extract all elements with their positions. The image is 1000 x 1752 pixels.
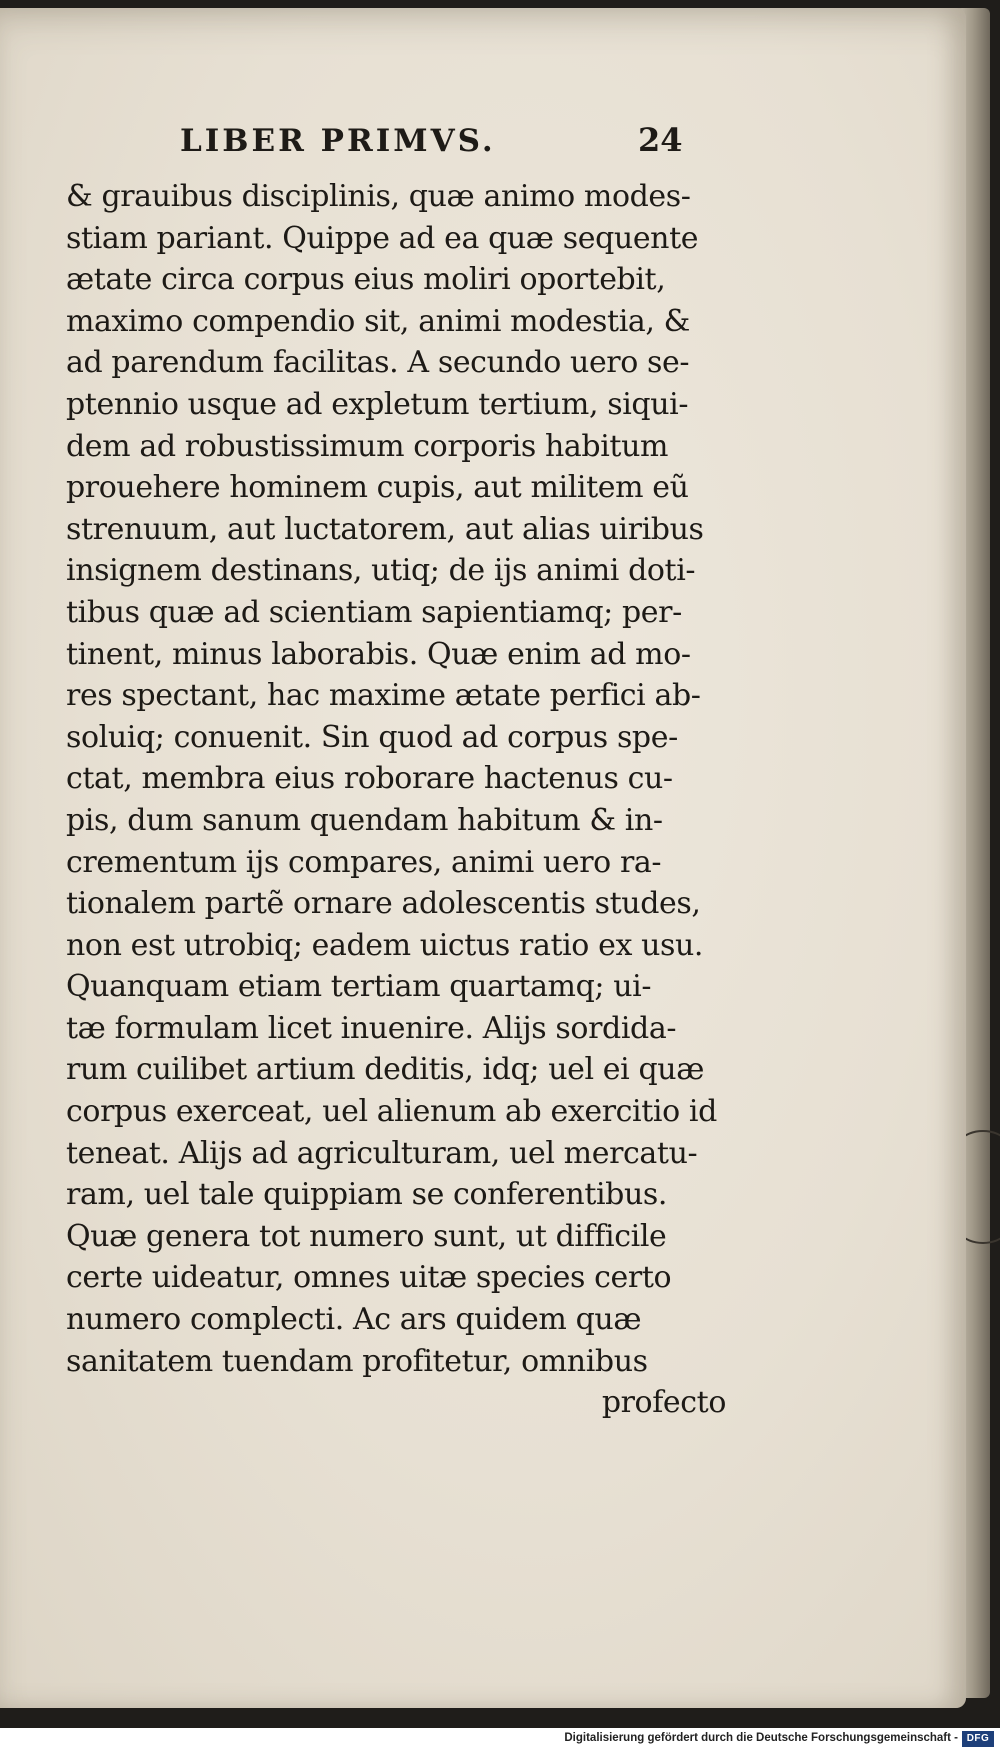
text-line: ptennio usque ad expletum tertium, siqui- xyxy=(66,386,689,422)
text-line: maximo compendio sit, animi modestia, & xyxy=(66,303,690,339)
text-line: strenuum, aut luctatorem, aut alias uiribus xyxy=(66,511,704,547)
text-line: tinent, minus laborabis. Quæ enim ad mo- xyxy=(66,636,691,672)
text-line: res spectant, hac maxime ætate perfici ab- xyxy=(66,678,701,714)
text-line: & grauibus disciplinis, quæ animo modes- xyxy=(66,179,691,214)
text-line: Quanquam etiam tertiam quartamq; ui- xyxy=(66,969,652,1005)
page-number: 24 xyxy=(638,121,683,159)
running-head-title: LIBER PRIMVS. xyxy=(180,123,496,159)
text-line: insignem destinans, utiq; de ijs animi doti- xyxy=(66,553,696,589)
text-line: numero complecti. Ac ars quidem quæ xyxy=(66,1302,642,1338)
text-line: tionalem partẽ ornare adolescentis studes, xyxy=(66,886,701,922)
book-page xyxy=(0,8,966,1708)
text-line: pis, dum sanum quendam habitum & in- xyxy=(66,802,663,838)
catchword: profecto xyxy=(601,1385,726,1421)
text-line: Quæ genera tot numero sunt, ut difficile xyxy=(66,1218,667,1254)
text-line: ctat, membra eius roborare hactenus cu- xyxy=(66,761,673,797)
text-line: dem ad robustissimum corporis habitum xyxy=(66,428,669,464)
text-line: ad parendum facilitas. A secundo uero se- xyxy=(66,345,690,381)
text-line: prouehere hominem cupis, aut militem eũ xyxy=(66,470,689,506)
text-line: rum cuilibet artium deditis, idq; uel ei quæ xyxy=(66,1052,705,1088)
dfg-logo: DFG xyxy=(962,1731,994,1747)
digitization-footer xyxy=(0,1728,1000,1752)
text-line: stiam pariant. Quippe ad ea quæ sequente xyxy=(66,220,699,256)
text-line: ram, uel tale quippiam se conferentibus. xyxy=(66,1177,668,1213)
text-line: tæ formulam licet inuenire. Alijs sordida- xyxy=(66,1010,677,1046)
text-line: non est utrobiq; eadem uictus ratio ex usu. xyxy=(66,927,704,963)
body-text xyxy=(66,176,726,1424)
text-line: corpus exerceat, uel alienum ab exercitio id xyxy=(66,1094,717,1130)
digitization-credit: Digitalisierung gefördert durch die Deutsche Forschungsgemeinschaft - xyxy=(564,1732,958,1744)
text-line: ætate circa corpus eius moliri oportebit, xyxy=(66,262,666,298)
text-line: certe uideatur, omnes uitæ species certo xyxy=(66,1260,672,1296)
text-line: tibus quæ ad scientiam sapientiamq; per- xyxy=(66,594,682,630)
running-head xyxy=(150,123,710,163)
text-line: crementum ijs compares, animi uero ra- xyxy=(66,844,662,880)
text-line: teneat. Alijs ad agriculturam, uel mercatu- xyxy=(66,1135,698,1171)
text-line: soluiq; conuenit. Sin quod ad corpus spe- xyxy=(66,719,678,755)
text-line: sanitatem tuendam profitetur, omnibus xyxy=(66,1343,648,1379)
